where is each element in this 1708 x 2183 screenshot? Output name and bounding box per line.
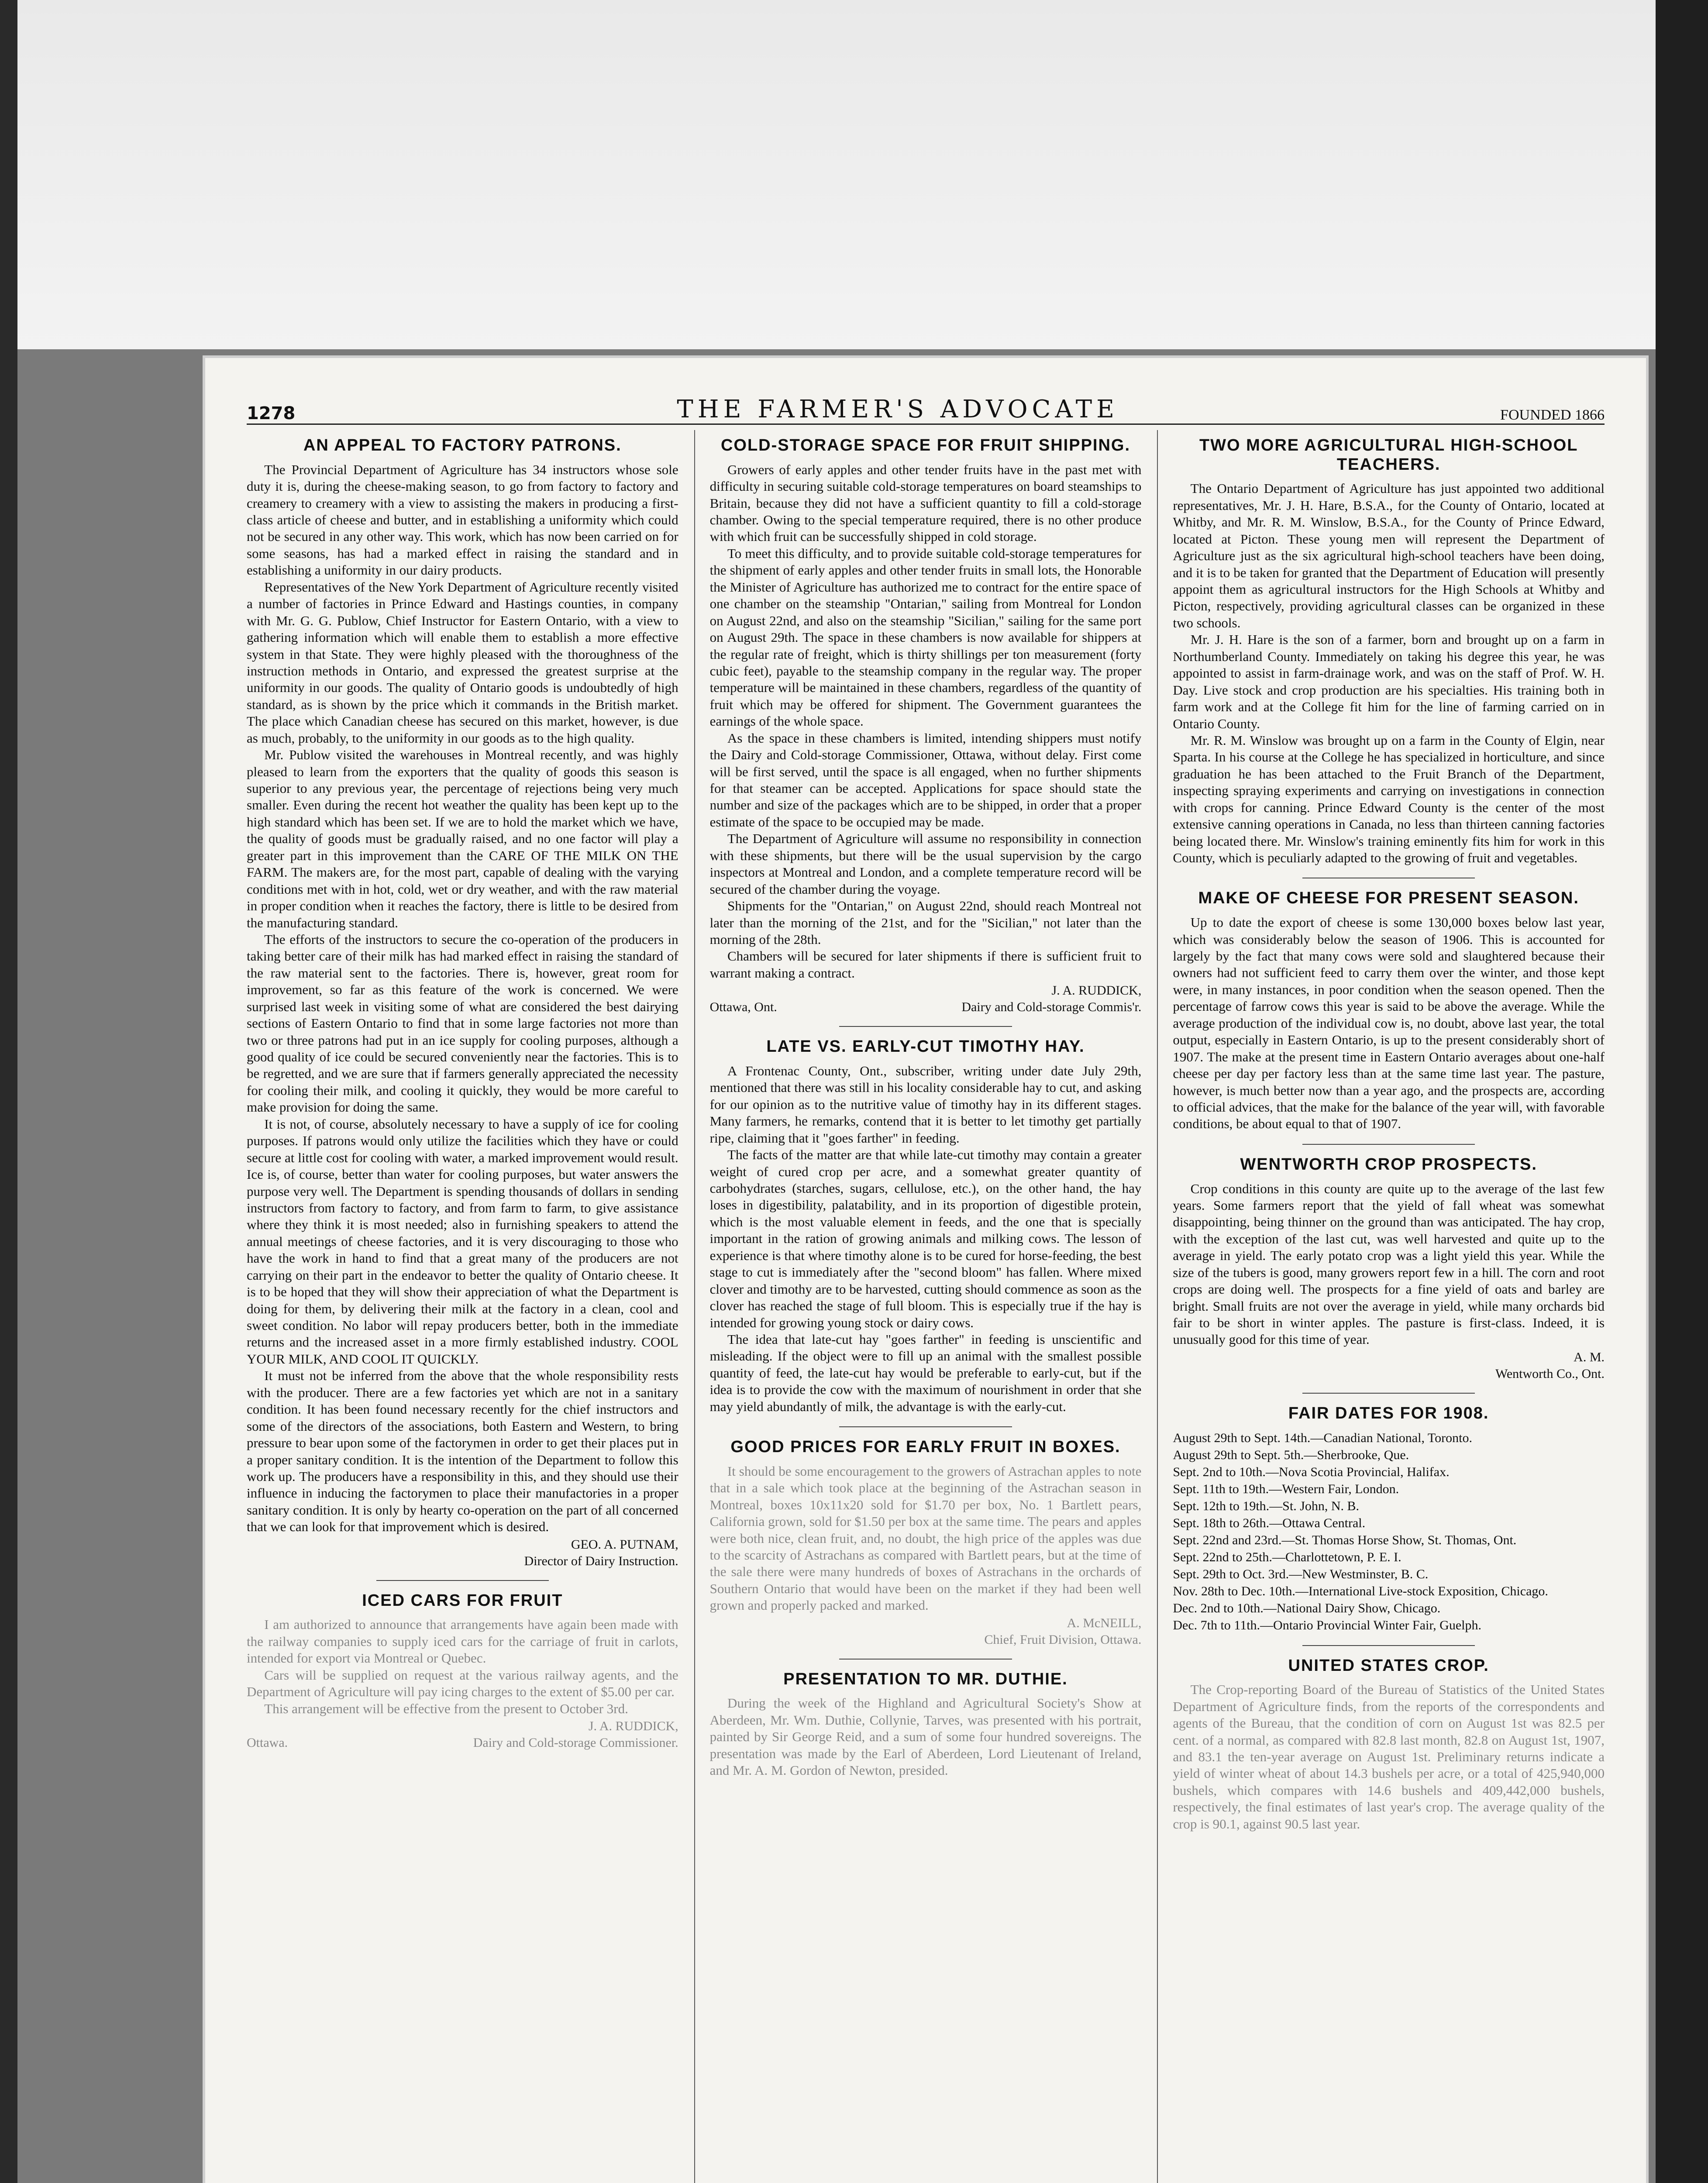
column-3 — [1157, 430, 1605, 2183]
divider — [1302, 1144, 1475, 1145]
divider — [1302, 1393, 1475, 1394]
column-1 — [247, 430, 678, 2183]
article-headline: MAKE OF CHEESE FOR PRESENT SEASON. — [1198, 889, 1579, 908]
signature-line — [710, 1000, 1142, 1015]
article-cold-storage — [710, 436, 1142, 1015]
divider — [376, 1580, 549, 1581]
article-headline: LATE VS. EARLY-CUT TIMOTHY HAY. — [766, 1037, 1085, 1056]
article-wentworth-crop — [1173, 1155, 1605, 1381]
article-body — [247, 461, 678, 1536]
signature: J. A. RUDDICK, — [588, 1719, 678, 1733]
paragraph: It is not, of course, absolutely necessary to have a supply of ice for cooling purposes. If patrons would only utilize the facilities which they have or could secure at little cost for cooling with water, a marked improvement would result. Ice is, of course, better than water for cooling purposes, but water answers the purpose very well. The Department is spending thousands of dollars in sending instructors from factory to factory, and from farm to farm, to give assistance where they think it is most needed; also in furnishing speakers to attend the annual meetings of cheese factories, and it is very discouraging to those who have the work in hand to find that a great many of the producers are not carrying on their part in the endeavor to better the quality of Ontario cheese. It is to be hoped that they will show their appreciation of what the Department is doing for them, by delivering their milk at the factory in a clean, cool and sweet condition. No labor will repay producers better, both in the immediate returns and the increased asset in a more firmly established industry. COOL YOUR MILK, AND COOL IT QUICKLY. — [247, 1116, 678, 1367]
article-body — [1173, 1181, 1605, 1348]
divider — [839, 1026, 1012, 1027]
paragraph: Representatives of the New York Department of Agriculture recently visited a number of factories in Prince Edward and Hastings counties, in company with Mr. G. G. Publow, Chief Instructor for Eastern Ontario, with a view to gathering information which will enable them to establish a more effective system in that State. They were highly pleased with the thoroughness of the instruction methods in Ontario, and expressed the greatest surprise at the uniformity in our goods. The quality of Ontario goods is undoubtedly of high standard, as is shown by the price which it commands in the British market. The place which Canadian cheese has secured on this market, however, is due as much, probably, to the uniformity in our goods as to the high quality. — [247, 579, 678, 746]
paragraph: The idea that late-cut hay "goes farther" in feeding is unscientific and misleading. If the object were to fill up an animal with the smallest possible quantity of feed, the late-cut hay would be preferable to early-cut, but if the idea is to provide the cow with the maximum of nourishment in order that she may yield abundantly of milk, the advantage is with the early-cut. — [709, 1331, 1142, 1414]
article-headline: FAIR DATES FOR 1908. — [1288, 1404, 1489, 1422]
newspaper-page — [205, 358, 1646, 2183]
paragraph: As the space in these chambers is limited, intending shippers must notify the Dairy and Cold-storage Commissioner, Ottawa, without delay. First come will be first served, until the space is all engaged, when no further shipments for that steamer can be accepted. Applications for space should state the number and size of the packages which are to be shipped, in order that a proper estimate of the space to be occupied may be made. — [709, 730, 1142, 830]
scan-edge-right — [1656, 0, 1708, 2183]
paragraph: Mr. R. M. Winslow was brought up on a farm in the County of Elgin, near Sparta. In his course at the College he has specialized in horticulture, and since graduation he has been attached to the Fruit Branch of the Department, inspecting spraying experiments and carrying on investigations in connection with crops for canning. Prince Edward County is the center of the most extensive canning operations in Canada, no less than thirteen canning factories being located there. Mr. Winslow's training eminently fits him for work in this County, which is peculiarly adapted to the growing of fruit and vegetables. — [1173, 732, 1605, 865]
article-appeal-factory-patrons — [247, 436, 678, 1569]
signature: GEO. A. PUTNAM, — [571, 1537, 678, 1552]
article-headline: WENTWORTH CROP PROSPECTS. — [1240, 1155, 1537, 1174]
paragraph: The efforts of the instructors to secure the co-operation of the producers in taking better care of their milk has had marked effect in raising the standard of the raw material sent to the factories. There is, however, great room for improvement, so far as this feature of the work is concerned. We were surprised last week in visiting some of what are considered the best dairying sections of Eastern Ontario to find that in some large factories not more than two or three patrons had put in an ice supply for cooling purposes, although a good quality of ice could be secured conveniently near the factories. This is to be regretted, and we are sure that if farmers generally appreciated the necessity for cooling their milk, and cooling it quickly, they would be more careful to make provision for doing the same. — [247, 931, 678, 1115]
article-body — [710, 1063, 1142, 1415]
article-fair-dates — [1173, 1404, 1605, 1634]
paragraph: The Ontario Department of Agriculture has just appointed two additional representatives, Mr. J. H. Hare, B.S.A., for the County of Ontario, located at Whitby, and Mr. R. M. Winslow, B.S.A., for the County of Prince Edward, located at Picton. These young men will represent the Department of Agriculture just as the six agricultural high-school teachers have been doing, and it is to be taken for granted that the Department of Education will presently appoint them as agricultural instructors for the High Schools at Whitby and Picton, respectively, providing agricultural classes can be organized in these two schools. — [1173, 481, 1605, 630]
article-iced-cars — [247, 1591, 678, 1750]
list-item: Sept. 29th to Oct. 3rd.—New Westminster, B. C. — [1173, 1567, 1429, 1581]
paragraph: The Provincial Department of Agriculture has 34 instructors whose sole duty it is, during the cheese-making season, to go from factory to factory and creamery to creamery with a view to assisting the makers in producing a first-class article of cheese and butter, and in establishing a uniformity which could not be secured in any other way. This work, which has now been carried on for some seasons, has had a marked effect in raising the standard and in establishing a uniformity in our dairy products. — [247, 461, 678, 578]
paragraph: It must not be inferred from the above that the whole responsibility rests with the producer. There are a few factories yet which are not in a sanitary condition. It has been found necessary recently for the chief instructors and some of the directors of the associations, both Eastern and Western, to bring pressure to bear upon some of the factorymen in order to get their places put in a proper sanitary condition. It is the intention of the Department to follow this work up. The producers have a responsibility in this, and they should use their influence in inducing the factorymen to place their manufactories in a proper sanitary condition. It is only by hearty co-operation on the part of all concerned that we can look for that improvement which is desired. — [247, 1368, 678, 1535]
founded-label: FOUNDED 1866 — [1500, 407, 1605, 423]
list-item: Sept. 22nd and 23rd.—St. Thomas Horse Show, St. Thomas, Ont. — [1173, 1532, 1517, 1547]
signature-place: Ottawa, Ont. — [709, 1000, 777, 1015]
signature: J. A. RUDDICK, — [1051, 983, 1142, 998]
page-number: 1278 — [247, 403, 296, 424]
list-item: Dec. 7th to 11th.—Ontario Provincial Winter Fair, Guelph. — [1173, 1618, 1481, 1632]
divider — [839, 1659, 1012, 1660]
article-presentation-duthie — [710, 1670, 1142, 1779]
paragraph: The Department of Agriculture will assume no responsibility in connection with these shipments, but there will be the usual supervision by the cargo inspectors at Montreal and London, and a complete temperature record will be secured of the chamber during the voyage. — [709, 831, 1142, 897]
columns — [247, 430, 1605, 2183]
column-2 — [694, 430, 1142, 2183]
article-timothy-hay — [710, 1037, 1142, 1415]
paragraph: A Frontenac County, Ont., subscriber, writing under date July 29th, mentioned that there was still in his locality considerable hay to cut, and asking for our opinion as to the nutritive value of timothy hay in its different stages. Many farmers, he remarks, contend that it is better to let timothy get partially ripe, claiming that it "goes farther" in feeding. — [709, 1063, 1142, 1146]
list-item: Sept. 18th to 26th.—Ottawa Central. — [1173, 1515, 1366, 1530]
paragraph: During the week of the Highland and Agricultural Society's Show at Aberdeen, Mr. Wm. Duthie, Collynie, Tarves, was presented with his portrait, painted by Sir George Reid, and a sum of some four hundred sovereigns. The presentation was made by the Earl of Aberdeen, Lord Lieutenant of Ireland, and Mr. A. M. Gordon of Newton, presided. — [709, 1695, 1142, 1778]
signature: A. McNEILL, — [1067, 1615, 1142, 1630]
article-good-prices-fruit — [710, 1438, 1142, 1647]
scan-background-top — [0, 0, 1708, 349]
paragraph: It should be some encouragement to the growers of Astrachan apples to note that in a sale which took place at the beginning of the Astrachan season in Montreal, boxes 10x11x20 sold for $1.70 per box, No. 1 Bartlett pears, California grown, sold for $1.50 per box at the same time. The pears and apples were both nice, clean fruit, and, no doubt, the high price of the apples was due to the scarcity of Astrachans as compared with Bartlett pears, but at the time of the sale there were many hundreds of boxes of Astrachans in the orchards of Southern Ontario that would have been on the market if they had been well grown and properly packed and marked. — [709, 1463, 1142, 1613]
list-item: Sept. 22nd to 25th.—Charlottetown, P. E. I. — [1173, 1549, 1402, 1564]
article-high-school-teachers — [1173, 436, 1605, 866]
signature-title: Dairy and Cold-storage Commissioner. — [473, 1735, 678, 1750]
article-body — [1173, 480, 1605, 866]
article-body — [1173, 914, 1605, 1133]
divider — [839, 1426, 1012, 1427]
paragraph: Mr. Publow visited the warehouses in Montreal recently, and was highly pleased to learn from the exporters that the quality of goods this season is superior to any previous year, the percentage of rejections being very much smaller. Even during the recent hot weather the quality has been kept up to the high standard which has been set. If we are to hold the market which we have, the quality of goods must be gradually raised, and no one factor will play a greater part in this improvement than the CARE OF THE MILK ON THE FARM. The makers are, for the most part, capable of dealing with the varying conditions met with in hot, cold, wet or dry weather, and with the raw material in proper condition when it reaches the factory, there is little to be desired from the manufacturing standard. — [247, 747, 678, 930]
paragraph: Growers of early apples and other tender fruits have in the past met with difficulty in securing suitable cold-storage temperatures on board steamships to Britain, because they did not have a sufficient quantity to fill a cold-storage chamber. Owing to the special temperature required, there is no other produce with which fruit can be successfully shipped in cold storage. — [709, 461, 1142, 544]
paragraph: Mr. J. H. Hare is the son of a farmer, born and brought up on a farm in Northumberland County. Immediately on taking his degree this year, he was appointed to assist in farm-drainage work, and was on the staff of Prof. W. H. Day. Live stock and crop production are his specialties. His training both in farm work and at the College fit him for the line of farming carried on in Ontario County. — [1173, 632, 1605, 731]
masthead — [247, 389, 1605, 425]
signature-place: Ottawa. — [247, 1735, 288, 1750]
article-headline: UNITED STATES CROP. — [1288, 1656, 1489, 1675]
fair-dates-list — [1173, 1429, 1605, 1634]
signature-place: Wentworth Co., Ont. — [1495, 1366, 1605, 1381]
signature-line — [247, 1735, 678, 1750]
list-item: Sept. 11th to 19th.—Western Fair, London. — [1173, 1481, 1399, 1496]
paragraph: This arrangement will be effective from the present to October 3rd. — [264, 1701, 628, 1716]
paragraph: Shipments for the "Ontarian," on August 22nd, should reach Montreal not later than the morning of the 21st, and for the "Sicilian," not later than the morning of the 28th. — [709, 898, 1142, 947]
article-headline: AN APPEAL TO FACTORY PATRONS. — [303, 436, 622, 455]
signature-title: Director of Dairy Instruction. — [524, 1553, 678, 1568]
article-body — [710, 1695, 1142, 1779]
paragraph: The Crop-reporting Board of the Bureau of Statistics of the United States Department of Agriculture finds, from the reports of the correspondents and agents of the Bureau, that the condition of corn on August 1st was 82.5 per cent. of a normal, as compared with 82.8 last month, 82.8 on August 1st, 1907, and 83.1 the ten-year average on August 1st. Preliminary returns indicate a yield of winter wheat of about 14.3 bushels per acre, or a total of 425,940,000 bushels, which compares with 14.6 bushels and 409,442,000 bushels, respectively, the final estimates of last year's crop. The average quality of the crop is 90.1, against 90.5 last year. — [1173, 1682, 1605, 1832]
list-item: Dec. 2nd to 10th.—National Dairy Show, Chicago. — [1173, 1601, 1441, 1615]
paragraph: Crop conditions in this county are quite up to the average of the last few years. Some farmers report that the yield of fall wheat was somewhat disappointing, being thinner on the ground than was anticipated. The hay crop, with the exception of the last cut, was well harvested and quite up to the average in yield. The early potato crop was a light yield this year. While the size of the tubers is good, many growers report few in a hill. The corn and root crops are doing well. The prospects for a fine yield of oats and barley are bright. Small fruits are not over the average in yield, while many orchards bid fair to be short in winter apples. The pasture is first-class. Indeed, it is unusually good for this time of year. — [1173, 1181, 1605, 1347]
paragraph: Cars will be supplied on request at the various railway agents, and the Department of Agriculture will pay icing charges to the extent of $5.00 per car. — [247, 1667, 678, 1700]
article-headline: GOOD PRICES FOR EARLY FRUIT IN BOXES. — [730, 1438, 1121, 1456]
paragraph: Up to date the export of cheese is some 130,000 boxes below last year, which was considerably below the season of 1906. This is accounted for largely by the fact that many cows were sold and slaughtered because their owners had not sufficient feed to carry them over the winter, and those kept were, in many instances, in poor condition when the season opened. Then the percentage of farrow cows this year is said to be above the average. While the average production of the individual cow is, no doubt, above last year, the total output, especially in Eastern Ontario, is up to the present considerably short of 1907. The make at the present time in Eastern Ontario averages about one-half cheese per day per factory less than at the same time last year. The pasture, however, is much better now than a year ago, and the prospects are, according to official advices, that the make for the balance of the year will, with favorable conditions, be about equal to that of 1907. — [1173, 915, 1605, 1132]
list-item: August 29th to Sept. 14th.—Canadian National, Toronto. — [1173, 1430, 1472, 1445]
signature-title: Dairy and Cold-storage Commis'r. — [961, 1000, 1142, 1015]
article-united-states-crop — [1173, 1656, 1605, 1833]
list-item: Sept. 2nd to 10th.—Nova Scotia Provincial, Halifax. — [1173, 1464, 1450, 1479]
article-headline: ICED CARS FOR FRUIT — [362, 1591, 563, 1610]
paper-title: THE FARMER'S ADVOCATE — [677, 395, 1119, 424]
article-body — [247, 1616, 678, 1717]
list-item: Sept. 12th to 19th.—St. John, N. B. — [1173, 1498, 1360, 1513]
signature: A. M. — [1574, 1350, 1605, 1364]
article-headline: COLD-STORAGE SPACE FOR FRUIT SHIPPING. — [720, 436, 1131, 455]
paragraph: The facts of the matter are that while late-cut timothy may contain a greater weight of cured crop per acre, and a somewhat greater quantity of carbohydrates (starches, sugars, cellulose, etc.), on the other hand, the hay loses in digestibility, palatability, and in its proportion of digestible protein, which is the most valuable element in feeds, and the one that is specially important in the ration of growing animals and milking cows. The lesson of experience is that where timothy alone is to be cured for horse-feeding, the best stage to cut is immediately after the "second bloom" has fallen. Where mixed clover and timothy are to be harvested, cutting should commence as soon as the clover has reached the stage of full bloom. This is especially true if the hay is intended for growing young stock or dairy cows. — [709, 1147, 1142, 1330]
paragraph: To meet this difficulty, and to provide suitable cold-storage temperatures for the shipment of early apples and other tender fruits in small lots, the Honorable the Minister of Agriculture has authorized me to contract for the entire space of one chamber on the steamship "Ontarian," sailing from Montreal for London on August 22nd, and also on the steamship "Sicilian," sailing for the same port on August 29th. The space in these chambers is now available for shippers at the regular rate of freight, which is thirty shillings per ton measurement (forty cubic feet), payable to the steamship company in the regular way. The proper temperature will be maintained in these chambers, regardless of the quantity of fruit which may be offered for shipment. The Government guarantees the earnings of the whole space. — [709, 545, 1142, 729]
article-body — [1173, 1681, 1605, 1832]
list-item: Nov. 28th to Dec. 10th.—International Live-stock Exposition, Chicago. — [1173, 1584, 1548, 1598]
paragraph: Chambers will be secured for later shipments if there is sufficient fruit to warrant making a contract. — [709, 948, 1142, 981]
signature-title: Chief, Fruit Division, Ottawa. — [984, 1632, 1142, 1647]
scan-edge-left — [0, 0, 17, 2183]
article-body — [710, 1463, 1142, 1614]
article-headline: TWO MORE AGRICULTURAL HIGH-SCHOOL TEACHERS. — [1199, 436, 1578, 474]
article-headline: PRESENTATION TO MR. DUTHIE. — [783, 1670, 1068, 1688]
divider — [1302, 1645, 1475, 1646]
list-item: August 29th to Sept. 5th.—Sherbrooke, Que. — [1173, 1447, 1409, 1462]
article-body — [710, 461, 1142, 982]
paragraph: I am authorized to announce that arrangements have again been made with the railway companies to supply iced cars for the carriage of fruit in carlots, intended for export via Montreal or Quebec. — [247, 1617, 678, 1666]
article-make-of-cheese — [1173, 889, 1605, 1132]
